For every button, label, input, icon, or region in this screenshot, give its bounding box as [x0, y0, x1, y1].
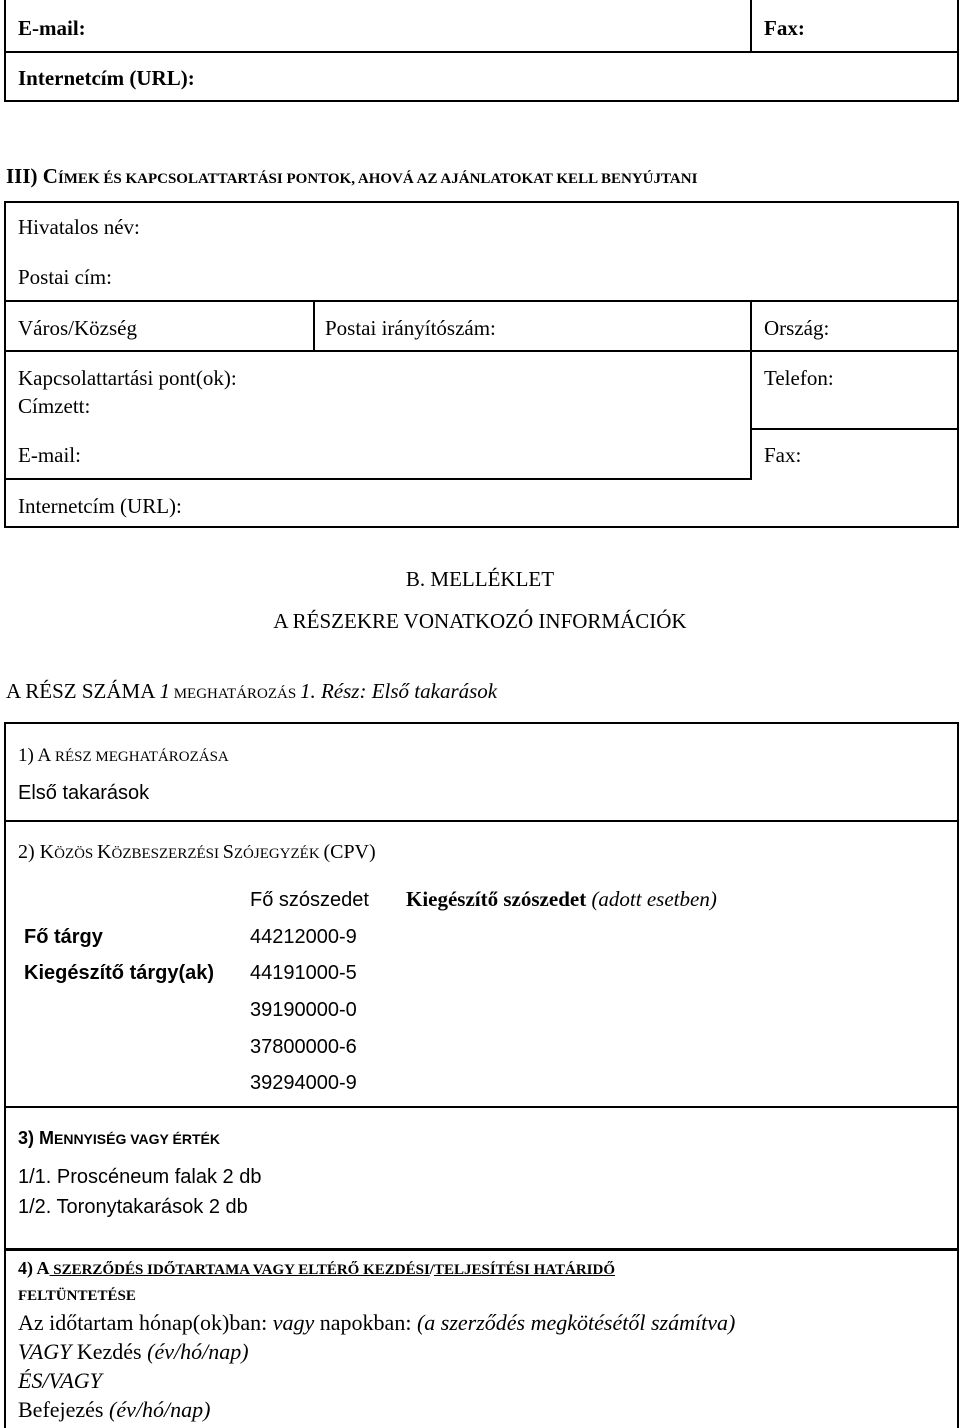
part-box-line-2 — [4, 1106, 959, 1108]
annex-subtitle: A RÉSZEKRE VONATKOZÓ INFORMÁCIÓK — [273, 609, 687, 633]
top-url-label: Internetcím (URL): — [18, 66, 195, 90]
city-label: Város/Község — [18, 316, 137, 340]
s3-url-label: Internetcím (URL): — [18, 494, 182, 518]
duration-heading-line-2: FELTÜNTETÉSE — [18, 1288, 136, 1304]
part-def-value: Első takarások — [18, 782, 150, 804]
cpv-supp-code: 44191000-5 — [250, 962, 357, 984]
s3-line-2 — [4, 350, 959, 352]
duration-heading: 4) A SZERZŐDÉS IDŐTARTAMA VAGY ELTÉRŐ KEZDÉSI/TELJESÍTÉSI HATÁRIDŐ — [18, 1258, 615, 1278]
top-box-divider — [750, 0, 752, 52]
quantity-item: 1/1. Proscéneum falak 2 db — [18, 1166, 262, 1188]
duration-line-4: Befejezés (év/hó/nap) — [18, 1397, 211, 1422]
cpv-supp-code: 39294000-9 — [250, 1072, 357, 1094]
duration-line-1: Az időtartam hónap(ok)ban: vagy napokban: (a szerződés megkötésétől számítva) — [18, 1310, 736, 1335]
section-3-heading: III) CÍMEK ÉS KAPCSOLATTARTÁSI PONTOK, AHOVÁ AZ AJÁNLATOKAT KELL BENYÚJTANI — [6, 164, 698, 188]
annex-title: B. MELLÉKLET — [405, 567, 555, 591]
s3-vline-country — [750, 300, 752, 480]
recipient-label: Címzett: — [18, 394, 91, 418]
top-fax-label: Fax: — [764, 16, 805, 40]
part-number-line: A RÉSZ SZÁMA 1 MEGHATÁROZÁS 1. Rész: Első takarások — [6, 679, 498, 703]
cpv-row-main-label: Fő tárgy — [24, 926, 103, 948]
official-name-label: Hivatalos név: — [18, 215, 140, 239]
cpv-row-supp-label: Kiegészítő tárgy(ak) — [24, 962, 215, 984]
cpv-col-supp: Kiegészítő szószedet (adott esetben) — [406, 887, 717, 911]
s3-line-3 — [750, 428, 959, 430]
s3-vline-postcode — [313, 300, 315, 351]
quantity-item: 1/2. Toronytakarások 2 db — [18, 1196, 248, 1218]
contact-point-label: Kapcsolattartási pont(ok): — [18, 366, 237, 390]
phone-label: Telefon: — [764, 366, 834, 390]
top-email-label: E-mail: — [18, 16, 86, 40]
part-box-line-1 — [4, 820, 959, 822]
cpv-supp-code: 37800000-6 — [250, 1036, 357, 1058]
postal-address-label: Postai cím: — [18, 265, 112, 289]
cpv-heading: 2) KÖZÖS KÖZBESZERZÉSI SZÓJEGYZÉK (CPV) — [18, 841, 376, 863]
cpv-row-main-code: 44212000-9 — [250, 926, 357, 948]
quantity-heading: 3) MENNYISÉG VAGY ÉRTÉK — [18, 1128, 220, 1148]
s3-fax-label: Fax: — [764, 443, 802, 467]
duration-line-3: ÉS/VAGY — [18, 1368, 102, 1393]
part-def-heading: 1) A RÉSZ MEGHATÁROZÁSA — [18, 745, 229, 766]
cpv-col-main: Fő szószedet — [250, 889, 369, 911]
top-box-hline — [4, 51, 959, 53]
s3-line-4 — [4, 478, 750, 480]
postcode-label: Postai irányítószám: — [325, 316, 496, 340]
s3-email-label: E-mail: — [18, 443, 81, 467]
s3-line-1 — [4, 300, 959, 302]
duration-line-2: VAGY Kezdés (év/hó/nap) — [18, 1339, 249, 1364]
country-label: Ország: — [764, 316, 830, 340]
cpv-supp-code: 39190000-0 — [250, 999, 357, 1021]
